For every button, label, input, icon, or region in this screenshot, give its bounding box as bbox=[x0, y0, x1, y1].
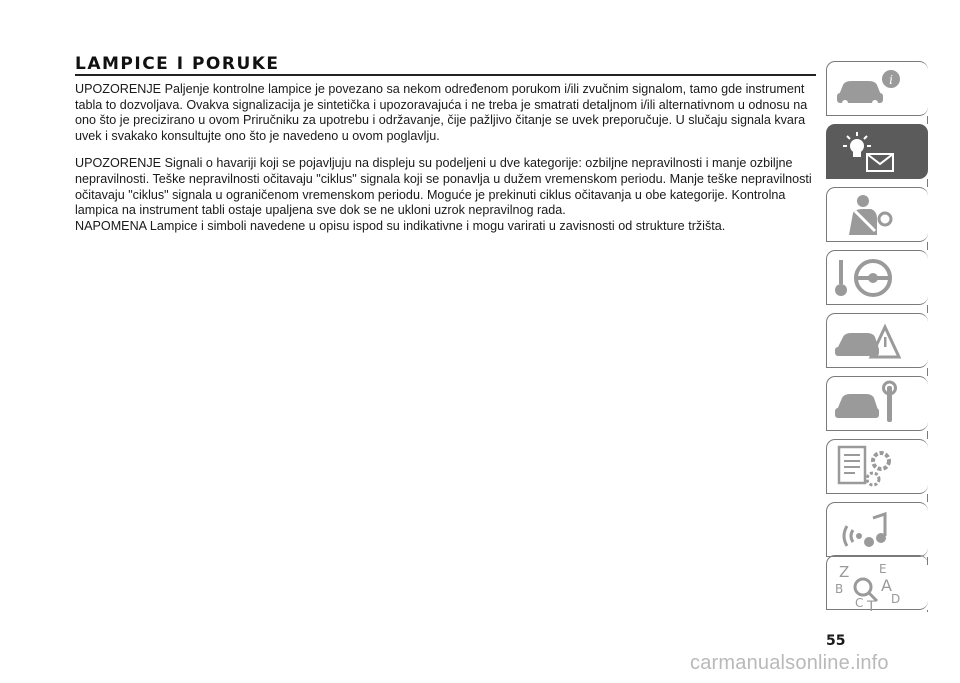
paragraph-1: UPOZORENJE Paljenje kontrolne lampice je povezano sa nekom određenom porukom i/ili zvučnim signalom, tamo gde instrument tabla to dozvoljava. Ovakva signalizacija je sintetička i upozoravajuća i ne treba je smatrati detaljnom i/ili alternativnom u odnosu na ono što je precizirano u ovom Priručniku za upotrebu i održavanje, čije pažljivo čitanje se uvek preporučuje. U slučaju signala kvara uvek i svakako konsultujte ono što je navedeno u ovom poglavlju. bbox=[75, 82, 808, 143]
index-letter-c: C bbox=[855, 596, 864, 610]
tab-starting-driving[interactable] bbox=[826, 250, 928, 305]
tab-emergency[interactable] bbox=[826, 313, 928, 368]
car-warning-triangle-icon bbox=[833, 317, 903, 365]
tab-technical-data[interactable] bbox=[826, 439, 928, 494]
page-number: 55 bbox=[826, 633, 846, 649]
index-letter-t: T bbox=[867, 599, 876, 615]
tab-maintenance[interactable] bbox=[826, 376, 928, 431]
key-steering-wheel-icon bbox=[833, 254, 903, 302]
index-letter-z: Z bbox=[839, 563, 850, 581]
index-letter-d: D bbox=[891, 592, 901, 606]
tab-index[interactable] bbox=[826, 555, 928, 615]
paragraph-2: UPOZORENJE Signali o havariji koji se pojavljuju na displeju su podeljeni u dve kategorije: ozbiljne nepravilnosti i manje ozbiljne nepravilnosti. Teške nepravilnosti očitavaju "ciklus" signala koji se ponavlja u dužem vremenskom periodu. Manje teške nepravilnosti očitavaju "ciklus" signala u ograničenom vremenskom periodu. Moguće je prekinuti ciklus očitavanja u obe kategorije. Kontrolna lampica na instrument tabli ostaje upaljena sve dok se ne ukloni uzrok nepravilnog rada. bbox=[75, 156, 812, 218]
car-info-icon bbox=[833, 65, 903, 113]
tab-knowing-car[interactable] bbox=[826, 61, 928, 116]
svg-text:i: i bbox=[889, 73, 893, 87]
index-letter-a: A bbox=[881, 576, 892, 595]
seat-belt-icon bbox=[833, 191, 903, 239]
tab-multimedia[interactable] bbox=[826, 502, 928, 557]
index-letter-e: E bbox=[879, 562, 887, 576]
watermark: carmanualsonline.info bbox=[690, 652, 889, 674]
warning-lamp-message-icon bbox=[833, 128, 903, 176]
page-title: LAMPICE I PORUKE bbox=[75, 54, 280, 74]
content bbox=[75, 82, 815, 246]
alphabetical-index-icon bbox=[833, 559, 903, 615]
car-wrench-icon bbox=[833, 380, 903, 428]
title-rule bbox=[75, 74, 816, 76]
tab-warning-lights[interactable] bbox=[826, 124, 928, 179]
paragraph-3: NAPOMENA Lampice i simboli navedene u opisu ispod su indikativne i mogu varirati u zavisnosti od strukture tržišta. bbox=[75, 218, 726, 233]
document-gears-icon bbox=[833, 443, 903, 491]
index-letter-b: B bbox=[835, 582, 844, 596]
multimedia-icon bbox=[833, 506, 903, 554]
tab-safety[interactable] bbox=[826, 187, 928, 242]
